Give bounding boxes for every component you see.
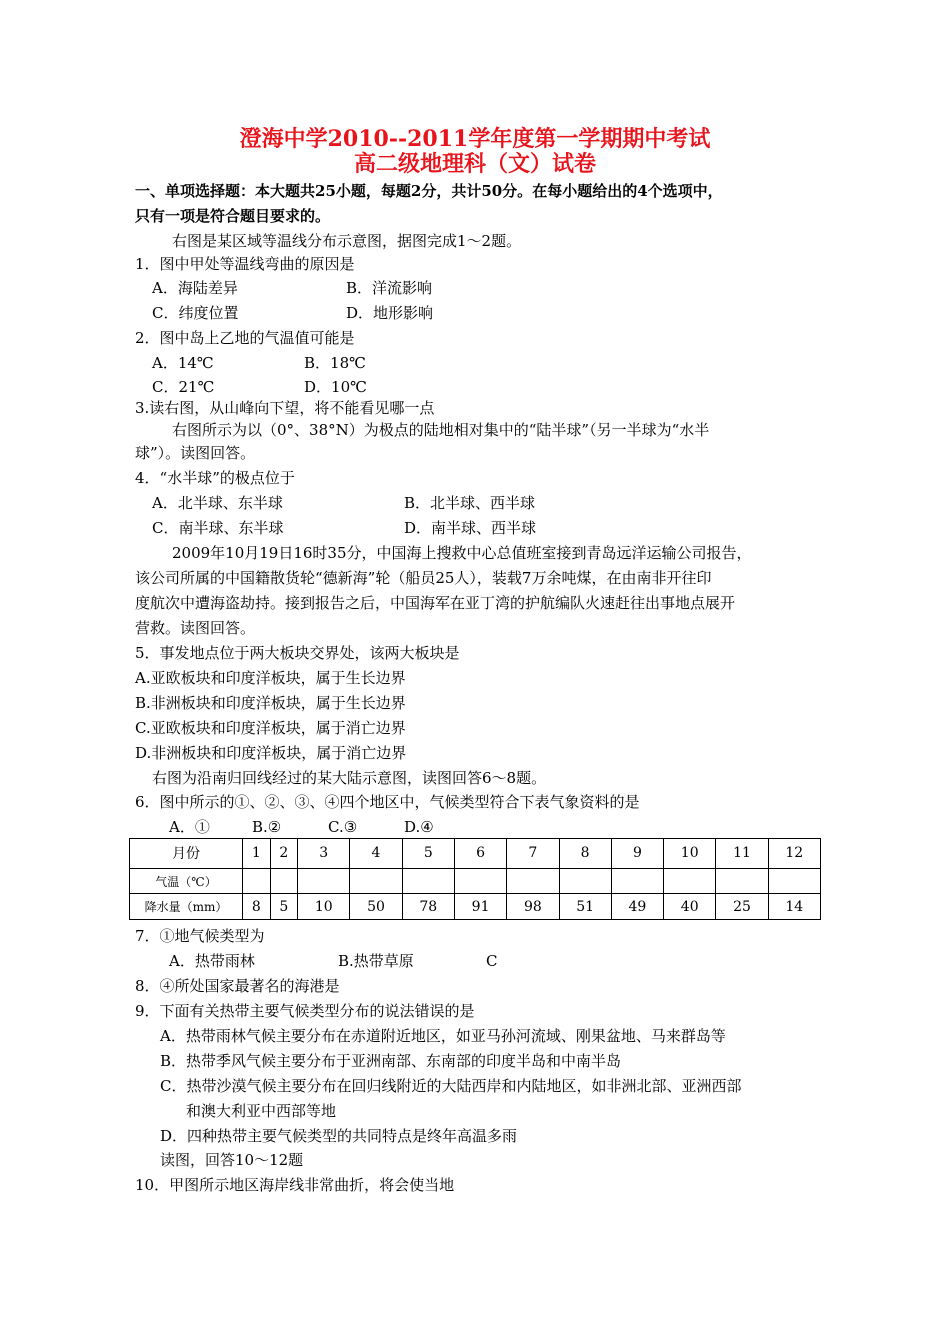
question-6: 6．图中所示的①、②、③、④四个地区中，气候类型符合下表气象资料的是 — [135, 793, 640, 811]
row-header: 降水量（mm） — [130, 894, 243, 920]
option-9b: B．热带季风气候主要分布于亚洲南部、东南部的印度半岛和中南半岛 — [160, 1052, 622, 1070]
intro-text: 球”）。读图回答。 — [135, 444, 256, 462]
exam-title: 澄海中学2010--2011学年度第一学期期中考试 — [239, 126, 711, 152]
question-1: 1．图中甲处等温线弯曲的原因是 — [135, 255, 355, 273]
exam-subtitle: 高二级地理科（文）试卷 — [353, 151, 596, 177]
precip-cell: 50 — [350, 894, 402, 920]
option-1d: D．地形影响 — [346, 304, 434, 322]
option-7a: A．热带雨林 — [169, 952, 255, 970]
temp-cell — [507, 868, 559, 894]
month-cell: 1 — [243, 839, 271, 869]
question-7: 7．①地气候类型为 — [135, 927, 265, 945]
option-9a: A．热带雨林气候主要分布在赤道附近地区，如亚马孙河流域、刚果盆地、马来群岛等 — [160, 1027, 726, 1045]
month-cell: 4 — [350, 839, 402, 869]
month-cell: 5 — [402, 839, 454, 869]
month-cell: 11 — [716, 839, 768, 869]
option-9d: D．四种热带主要气候类型的共同特点是终年高温多雨 — [160, 1127, 518, 1145]
question-8: 8．④所处国家最著名的海港是 — [135, 977, 340, 995]
temp-cell — [298, 868, 350, 894]
precip-cell: 5 — [270, 894, 298, 920]
table-row-precipitation — [130, 894, 821, 920]
temp-cell — [716, 868, 768, 894]
option-4d: D．南半球、西半球 — [404, 519, 537, 537]
option-6b: B.② — [252, 818, 282, 836]
climate-data-table — [129, 838, 821, 920]
precip-cell: 14 — [768, 894, 820, 920]
intro-text: 2009年10月19日16时35分，中国海上搜救中心总值班室接到青岛远洋运输公司报告， — [172, 544, 752, 562]
option-2d: D．10℃ — [304, 378, 367, 396]
option-5c: C.亚欧板块和印度洋板块，属于消亡边界 — [135, 719, 406, 737]
option-6a: A．① — [169, 818, 210, 836]
precip-cell: 78 — [402, 894, 454, 920]
option-5b: B.非洲板块和印度洋板块，属于生长边界 — [135, 694, 406, 712]
option-1a: A．海陆差异 — [152, 279, 238, 297]
month-cell: 7 — [507, 839, 559, 869]
precip-cell: 51 — [559, 894, 611, 920]
intro-text: 度航次中遭海盗劫持。接到报告之后，中国海军在亚丁湾的护航编队火速赶往出事地点展开 — [135, 594, 736, 612]
precip-cell: 25 — [716, 894, 768, 920]
precip-cell: 8 — [243, 894, 271, 920]
month-cell: 9 — [611, 839, 663, 869]
option-6d: D.④ — [404, 818, 434, 836]
month-cell: 10 — [664, 839, 716, 869]
temp-cell — [454, 868, 506, 894]
question-4: 4．“水半球”的极点位于 — [135, 469, 295, 487]
precip-cell: 98 — [507, 894, 559, 920]
option-9c: C．热带沙漠气候主要分布在回归线附近的大陆西岸和内陆地区，如非洲北部、亚洲西部 — [160, 1077, 742, 1095]
precip-cell: 49 — [611, 894, 663, 920]
precip-cell: 10 — [298, 894, 350, 920]
intro-text: 该公司所属的中国籍散货轮“德新海”轮（船员25人），装载7万余吨煤，在由南非开往印 — [135, 569, 712, 587]
precip-cell: 40 — [664, 894, 716, 920]
option-4a: A．北半球、东半球 — [152, 494, 283, 512]
month-cell: 2 — [270, 839, 298, 869]
option-7b: B.热带草原 — [338, 952, 414, 970]
question-3: 3.读右图，从山峰向下望，将不能看见哪一点 — [135, 399, 435, 417]
option-1b: B．洋流影响 — [346, 279, 433, 297]
temp-cell — [559, 868, 611, 894]
month-cell: 8 — [559, 839, 611, 869]
table-row-temperature — [130, 868, 821, 894]
option-2a: A．14℃ — [152, 354, 214, 372]
month-cell: 12 — [768, 839, 820, 869]
temp-cell — [270, 868, 298, 894]
option-4c: C．南半球、东半球 — [152, 519, 284, 537]
row-header: 月份 — [130, 839, 243, 869]
temp-cell — [664, 868, 716, 894]
question-10: 10．甲图所示地区海岸线非常曲折，将会使当地 — [135, 1176, 455, 1194]
temp-cell — [611, 868, 663, 894]
intro-text: 读图，回答10～12题 — [160, 1151, 304, 1169]
option-1c: C．纬度位置 — [152, 304, 239, 322]
option-2c: C．21℃ — [152, 378, 215, 396]
temp-cell — [402, 868, 454, 894]
option-4b: B．北半球、西半球 — [404, 494, 536, 512]
precip-cell: 91 — [454, 894, 506, 920]
intro-text: 右图是某区域等温线分布示意图，据图完成1～2题。 — [172, 232, 522, 250]
option-5a: A.亚欧板块和印度洋板块，属于生长边界 — [135, 669, 406, 687]
question-5: 5．事发地点位于两大板块交界处，该两大板块是 — [135, 644, 460, 662]
intro-text: 右图为沿南归回线经过的某大陆示意图，读图回答6～8题。 — [152, 769, 547, 787]
option-6c: C.③ — [328, 818, 358, 836]
temp-cell — [243, 868, 271, 894]
option-7c: C — [486, 952, 498, 970]
temp-cell — [350, 868, 402, 894]
row-header: 气温（℃） — [130, 868, 243, 894]
option-9c-cont: 和澳大利亚中西部等地 — [186, 1102, 337, 1120]
intro-text: 营救。读图回答。 — [135, 619, 256, 637]
temp-cell — [768, 868, 820, 894]
question-9: 9．下面有关热带主要气候类型分布的说法错误的是 — [135, 1002, 475, 1020]
option-5d: D.非洲板块和印度洋板块，属于消亡边界 — [135, 744, 407, 762]
option-2b: B．18℃ — [304, 354, 366, 372]
month-cell: 6 — [454, 839, 506, 869]
question-2: 2．图中岛上乙地的气温值可能是 — [135, 329, 355, 347]
section-header: 一、单项选择题：本大题共25小题，每题2分，共计50分。在每小题给出的4个选项中， — [135, 182, 723, 200]
intro-text: 右图所示为以（0°、38°N）为极点的陆地相对集中的“陆半球”（另一半球为“水半 — [172, 421, 710, 439]
table-row-months — [130, 839, 821, 869]
section-header-cont: 只有一项是符合题目要求的。 — [135, 207, 331, 225]
month-cell: 3 — [298, 839, 350, 869]
